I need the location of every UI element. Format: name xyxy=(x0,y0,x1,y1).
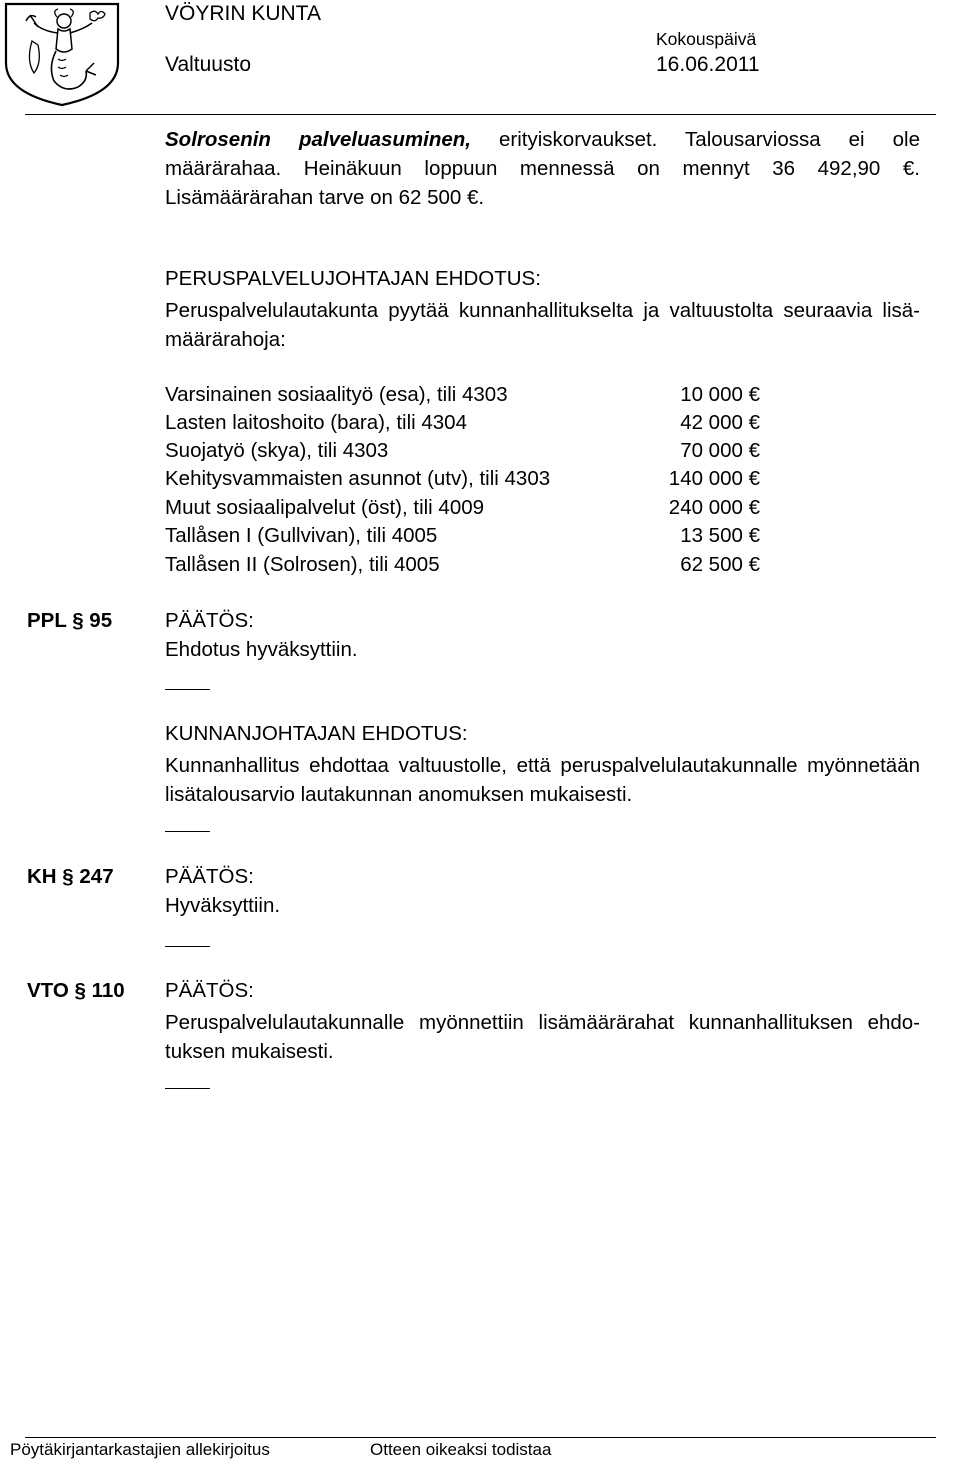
appropriation-amount: 10 000 € xyxy=(680,383,760,406)
proposal-heading: PERUSPALVELUJOHTAJAN EHDOTUS: xyxy=(165,267,541,290)
appropriation-row xyxy=(165,381,760,409)
kh-decision-text: Hyväksyttiin. xyxy=(165,894,281,917)
appropriation-label: Tallåsen I (Gullvivan), tili 4005 xyxy=(165,524,438,547)
appropriation-label: Kehitysvammaisten asunnot (utv), tili 4303 xyxy=(165,467,551,490)
appropriation-label: Muut sosiaalipalvelut (öst), tili 4009 xyxy=(165,496,485,519)
appropriation-amount: 240 000 € xyxy=(668,496,760,519)
ppl-decision-heading: PÄÄTÖS: xyxy=(165,609,254,632)
coat-of-arms-logo xyxy=(2,1,122,107)
ppl-section-ref: PPL § 95 xyxy=(27,609,113,632)
appropriation-row xyxy=(165,465,760,493)
manager-proposal-heading: KUNNANJOHTAJAN EHDOTUS: xyxy=(165,722,468,745)
footer-divider xyxy=(25,1437,936,1438)
manager-proposal-text: Kunnanhallitus ehdottaa valtuustolle, että peruspalvelulautakunnalle myönnetään lisätalousarvio lautakunnan anomuksen mukaisesti. xyxy=(165,754,920,806)
intro-paragraph xyxy=(165,125,920,212)
ppl-decision-text: Ehdotus hyväksyttiin. xyxy=(165,638,358,661)
header-divider xyxy=(25,114,936,115)
appropriation-label: Varsinainen sosiaalityö (esa), tili 4303 xyxy=(165,383,508,406)
appropriation-amount: 70 000 € xyxy=(680,439,760,462)
appropriation-amount: 140 000 € xyxy=(668,467,760,490)
signatures-label: Pöytäkirjantarkastajien allekirjoitus xyxy=(10,1440,270,1459)
separator-line xyxy=(165,1088,210,1089)
vto-decision-heading: PÄÄTÖS: xyxy=(165,979,254,1002)
org-name: VÖYRIN KUNTA xyxy=(165,2,321,25)
kh-decision-heading: PÄÄTÖS: xyxy=(165,865,254,888)
meeting-body: Valtuusto xyxy=(165,53,251,76)
appropriation-label: Lasten laitoshoito (bara), tili 4304 xyxy=(165,411,467,434)
appropriation-label: Tallåsen II (Solrosen), tili 4005 xyxy=(165,553,440,576)
appropriation-amount: 13 500 € xyxy=(680,524,760,547)
meeting-date: 16.06.2011 xyxy=(656,53,760,76)
separator-line xyxy=(165,831,210,832)
intro-emphasis: Solrosenin palveluasuminen, xyxy=(165,128,471,151)
appropriation-amount: 62 500 € xyxy=(680,553,760,576)
appropriation-row xyxy=(165,409,760,437)
appropriation-row xyxy=(165,437,760,465)
appropriation-row xyxy=(165,551,760,579)
appropriation-amount: 42 000 € xyxy=(680,411,760,434)
vto-section-ref: VTO § 110 xyxy=(27,979,125,1002)
appropriation-label: Suojatyö (skya), tili 4303 xyxy=(165,439,389,462)
meeting-date-label: Kokouspäivä xyxy=(656,29,757,49)
proposal-text: Peruspalvelulautakunta pyytää kunnanhallitukselta ja valtuustolta seuraavia lisä-määrärahoja: xyxy=(165,299,920,351)
separator-line xyxy=(165,689,210,690)
kh-section-ref: KH § 247 xyxy=(27,865,114,888)
intro-text: erityiskorvaukset. Talousarviossa ei ole määrärahaa. Heinäkuun loppuun mennessä on mennyt 36 492,90 €. Lisämäärärahan tarve on 62 500 €. xyxy=(165,128,920,209)
appropriation-row xyxy=(165,522,760,550)
separator-line xyxy=(165,946,210,947)
vto-decision-text: Peruspalvelulautakunnalle myönnettiin lisämäärärahat kunnanhallituksen ehdo-tuksen mukaisesti. xyxy=(165,1011,920,1063)
certified-label: Otteen oikeaksi todistaa xyxy=(370,1440,552,1459)
appropriation-row xyxy=(165,494,760,522)
